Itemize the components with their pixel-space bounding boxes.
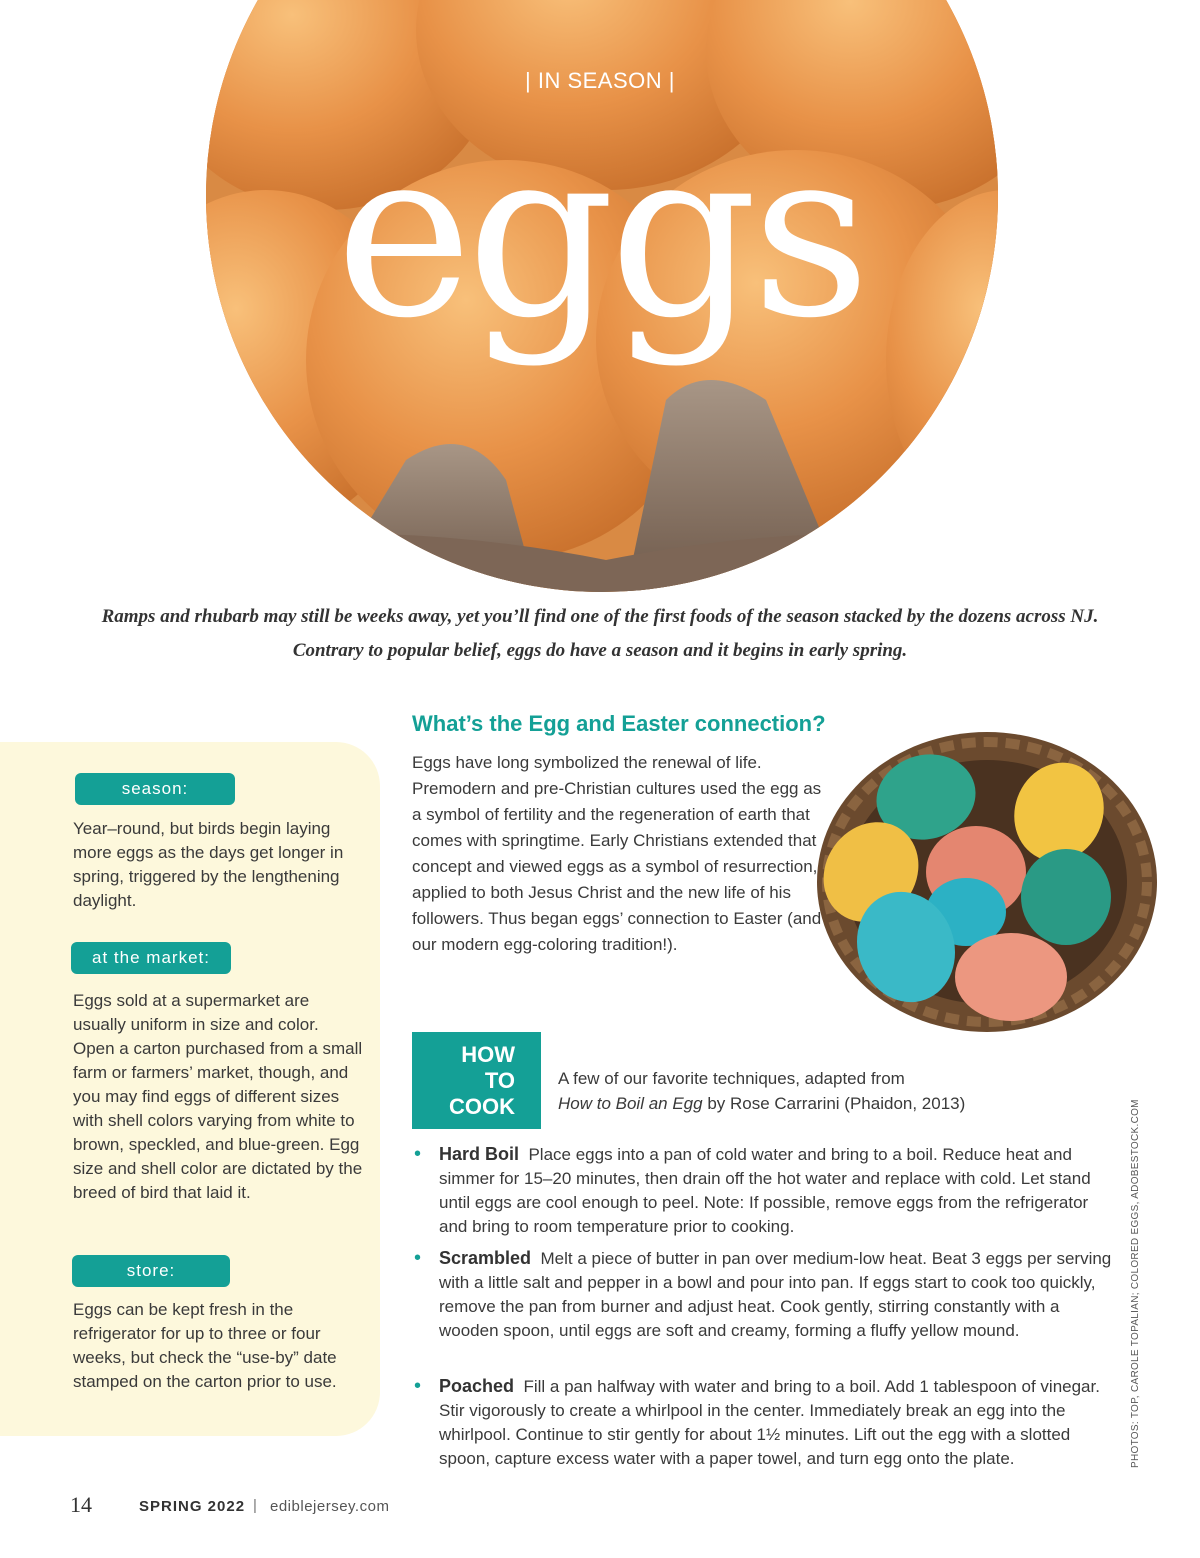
intro-line-2: Contrary to popular belief, eggs do have a season and it begins in early spring.: [292, 640, 908, 661]
page-title: eggs: [335, 99, 865, 369]
method-name: Poached: [439, 1376, 515, 1396]
site-link[interactable]: ediblejersey.com: [270, 1498, 390, 1515]
store-text: Eggs can be kept fresh in the refrigerator for up to three or four weeks, but check the “use-by” date stamped on the carton prior to use.: [73, 1300, 337, 1391]
store-tag: store:: [72, 1255, 230, 1287]
method-name: Scrambled: [439, 1248, 532, 1268]
how-to-cook-line-1: HOW: [461, 1042, 515, 1067]
intro-deck: [60, 600, 1140, 668]
colored-eggs-nest-image: [806, 712, 1168, 1042]
how-to-cook-line-2: TO: [484, 1068, 515, 1093]
easter-heading: What’s the Egg and Easter connection?: [412, 711, 826, 736]
bullet-icon: •: [414, 1247, 422, 1269]
how-to-cook-box: [412, 1032, 541, 1129]
bullet-icon: •: [414, 1143, 422, 1165]
book-credit: by Rose Carrarini (Phaidon, 2013): [702, 1094, 966, 1113]
photo-credit: PHOTOS: TOP, CAROLE TOPALIAN; COLORED EGGS, ADOBESTOCK.COM: [1130, 1099, 1141, 1468]
method-hard-boil: [414, 1142, 1114, 1239]
market-text: Eggs sold at a supermarket are usually uniform in size and color. Open a carton purchased from a small farm or farmers’ market, though, and you may find eggs of different sizes with shell colors varying from white to brown, speckled, and blue-green. Egg size and shell color are dictated by the breed of bird that laid it.: [73, 991, 363, 1202]
method-text: Fill a pan halfway with water and bring to a boil. Add 1 tablespoon of vinegar. Stir vigorously to create a whirlpool in the center. Immediately break an egg into the whirlpool. Continue to stir gently for about 1½ minutes. Lift out the egg with a slotted spoon, capture excess water with a paper towel, and turn egg onto the plate.: [439, 1377, 1100, 1468]
market-tag: at the market:: [71, 942, 231, 974]
method-name: Hard Boil: [439, 1144, 520, 1164]
intro-line-1: Ramps and rhubarb may still be weeks away, yet you’ll find one of the first foods of the season stacked by the dozens across NJ.: [101, 606, 1099, 627]
easter-body: Eggs have long symbolized the renewal of life. Premodern and pre-Christian cultures used the egg as a symbol of fertility and the regeneration of earth that comes with springtime. Early Christians extended that concept and viewed eggs as a symbol of resurrection, applied to both Jesus Christ and the new life of his followers. Thus began eggs’ connection to Easter (and our modern egg-coloring tradition!).: [412, 753, 822, 954]
note-line-1: A few of our favorite techniques, adapted from: [558, 1069, 905, 1088]
footer-separator: |: [253, 1497, 257, 1514]
method-scrambled: [414, 1246, 1114, 1343]
method-poached: [414, 1374, 1114, 1471]
method-text: Place eggs into a pan of cold water and bring to a boil. Reduce heat and simmer for 15–20 minutes, then drain off the hot water and replace with cold. Let stand until eggs are cool enough to peel. Note: If possible, remove eggs from the refrigerator and bring to room temperature prior to cooking.: [439, 1145, 1091, 1236]
section-kicker: | IN SEASON |: [525, 68, 675, 93]
season-tag: season:: [75, 773, 235, 805]
how-to-cook-note: [558, 1066, 1078, 1116]
page-number: 14: [70, 1492, 92, 1517]
season-text: Year–round, but birds begin laying more eggs as the days get longer in spring, triggered by the lengthening daylight.: [73, 819, 344, 910]
method-text: Melt a piece of butter in pan over medium-low heat. Beat 3 eggs per serving with a little salt and pepper in a bowl and pour into pan. If eggs start to cook too quickly, remove the pan from burner and adjust heat. Cook gently, stirring constantly with a wooden spoon, until eggs are soft and creamy, forming a fluffy yellow mound.: [439, 1249, 1112, 1340]
how-to-cook-line-3: COOK: [449, 1094, 515, 1119]
note-line-2: [558, 1091, 1078, 1116]
issue-label: SPRING 2022: [139, 1498, 246, 1515]
book-title: How to Boil an Egg: [558, 1094, 703, 1113]
bullet-icon: •: [414, 1375, 422, 1397]
